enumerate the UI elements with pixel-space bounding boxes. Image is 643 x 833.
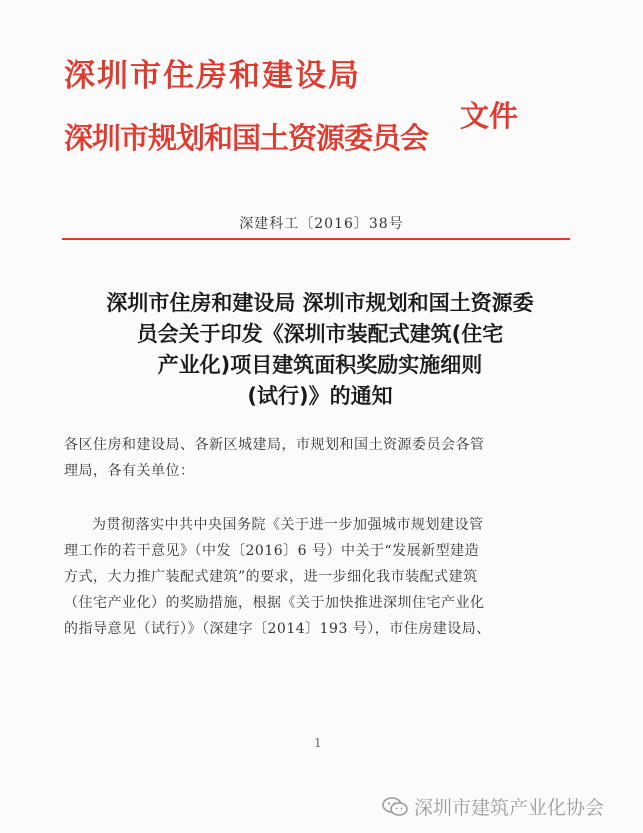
paragraph-line: 方式，大力推广装配式建筑”的要求，进一步细化我市装配式建筑 [64,569,478,585]
watermark [382,793,604,820]
red-divider-line [62,238,570,240]
issuer-line-planning-committee: 深圳市规划和国土资源委员会 [64,121,429,155]
title-line: 产业化)项目建筑面积奖励实施细则 [157,353,483,377]
paragraph-line: 为贯彻落实中共中央国务院《关于进一步加强城市规划建设管 [92,517,484,533]
salutation-line: 各区住房和建设局、各新区城建局，市规划和国土资源委员会各管 [64,437,485,453]
document-title [60,288,580,412]
body-paragraph [64,512,576,642]
title-line: 深圳市住房和建设局 深圳市规划和国土资源委 [106,291,534,315]
issuer-line-housing-bureau: 深圳市住房和建设局 [64,58,361,94]
watermark-text: 深圳市建筑产业化协会 [414,797,605,819]
document-number: 深建科工〔2016〕38号 [239,216,404,232]
file-label: 文件 [460,99,519,133]
paragraph-line: （住宅产业化）的奖励措施，根据《关于加快推进深圳住宅产业化 [64,595,485,611]
salutation-line: 理局，各有关单位： [64,463,195,479]
paragraph-line: 的指导意见（试行）》（深建字〔2014〕193 号），市住房建设局、 [64,621,491,637]
page-number: 1 [314,736,322,750]
title-line: 员会关于印发《深圳市装配式建筑(住宅 [136,322,504,346]
wechat-icon [382,797,408,817]
salutation [64,432,576,484]
title-line: (试行)》的通知 [247,384,393,408]
paragraph-line: 理工作的若干意见》（中发〔2016〕6 号）中关于“发展新型建造 [64,543,480,559]
